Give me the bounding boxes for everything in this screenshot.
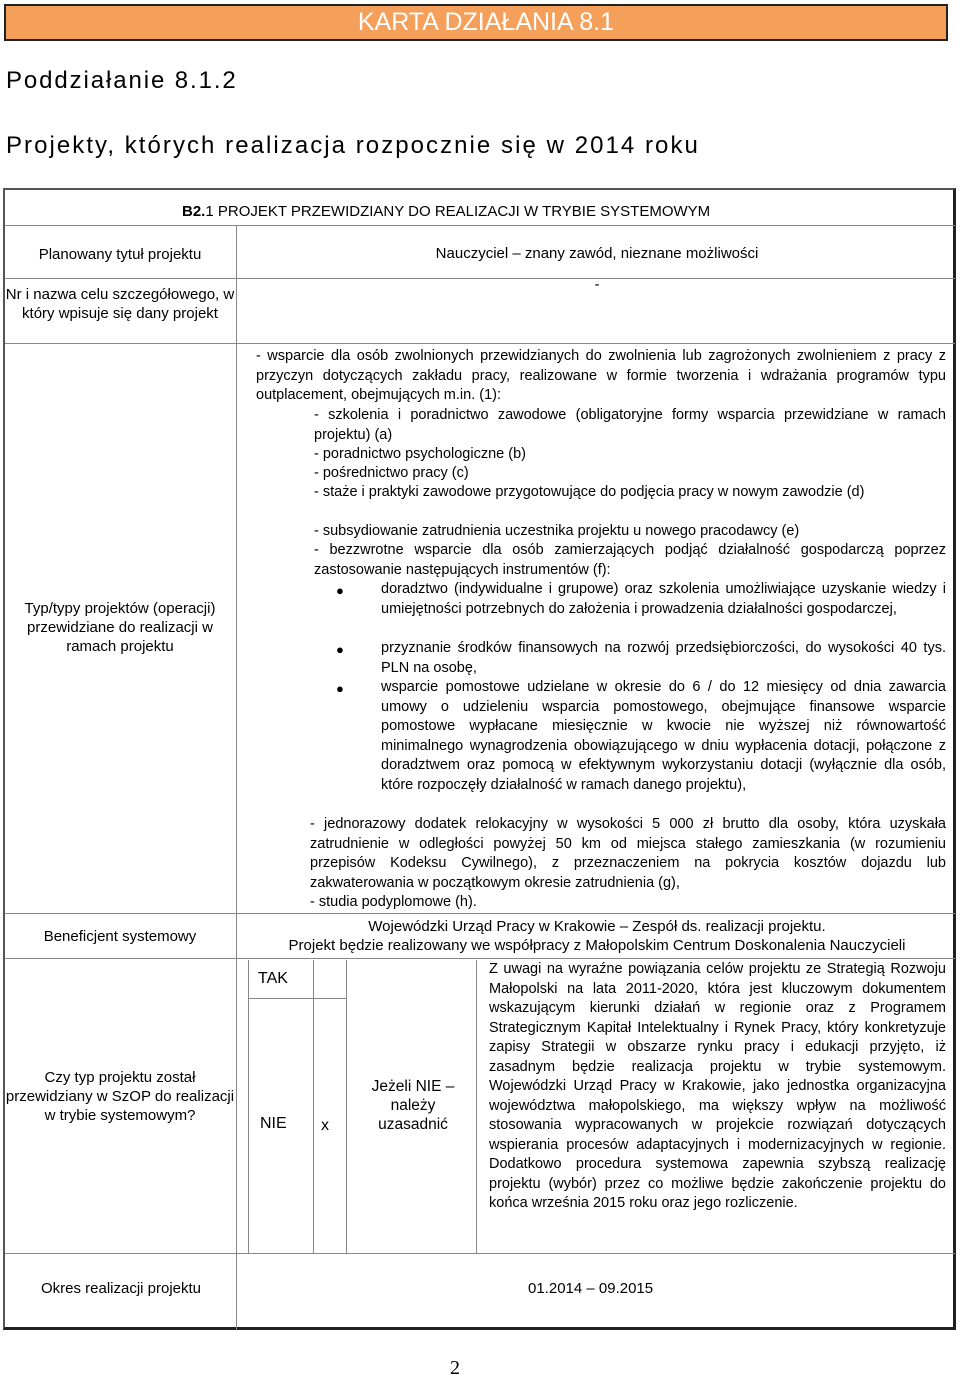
- types-bullet: doradztwo (indywidualne i grupowe) oraz szkolenia umożliwiające uzyskanie wiedzy i umiejętności potrzebnych do założenia i prowadzenia działalności gospodarczej,: [381, 581, 946, 617]
- system-label: Czy typ projektu został przewidziany w SzOP do realizacji w trybie systemowym?: [5, 1069, 235, 1124]
- types-tail: - jednorazowy dodatek relokacyjny w wysokości 5 000 zł brutto dla osoby, która uzyskała zatrudnienie w odległości powyżej 50 km od miejsca stałego zamieszkania (w rozumieniu przepisów Kodeksu Cywilnego), z przeznaczeniem na pokrycia kosztów dojazdu lub zakwaterowania w początkowym okresie zatrudnienia (g),: [310, 816, 946, 891]
- types-tail: - studia podyplomowe (h).: [310, 894, 477, 910]
- card-header: [4, 4, 948, 41]
- choice-divider: [346, 960, 347, 1253]
- option-no-mark: x: [321, 1117, 329, 1134]
- types-item: - poradnictwo psychologiczne (b): [314, 446, 526, 462]
- bullet-icon: ●: [336, 583, 344, 598]
- types-item: - szkolenia i poradnictwo zawodowe (obligatoryjne formy wsparcia przewidziane w ramach projektu) (a): [314, 407, 946, 443]
- justification-text: Z uwagi na wyraźne powiązania celów projektu ze Strategią Rozwoju Małopolski na lata 2011-2020, która jest kluczowym dokumentem wskazującym kierunki działań w regionie oraz z Programem Strategicznym Kapitał Intelektualny i Rynek Pracy, który konkretyzuje zapisy Strategii w obszarze rynku pracy i edukacji przyjęto, iż zasadnym będzie realizacja projektu w trybie systemowym. Wojewódzki Urząd Pracy w Krakowie, jako jednostka organizacyjna województwa małopolskiego, ma większy wpływ na możliwość stosowania wypracowanych w projekcie rozwiązań dotyczących wspierania procesów adaptacyjnych i modernizacyjnych w regionie. Dodatkowo procedura systemowa zapewnia szybszą realizację projektu (wybór) przez co możliwe będzie zakończenie projektu do końca września 2015 roku oraz jego rozliczenie.: [489, 961, 946, 1211]
- types-bullet: wsparcie pomostowe udzielane w okresie do 6 / do 12 miesięcy od dnia zawarcia umowy o udzieleniu wsparcia pomostowego, obejmujące finansowe wsparcie pomostowe wypłacane miesięcznie w kwocie nie wyższej niż równowartość minimalnego wynagrodzenia obowiązującego w dniu wypłacenia dotacji, połączone z doradztwem oraz pomocą w efektywnym wykorzystaniu dotacji (wyłącznie dla osób, które rozpoczęły działalność w ramach danego projektu),: [381, 679, 946, 793]
- column-divider: [236, 225, 237, 1330]
- choice-divider: [248, 960, 249, 1253]
- goal-label: Nr i nazwa celu szczegółowego, w który wpisuje się dany projekt: [5, 286, 235, 322]
- choice-divider: [313, 960, 314, 1253]
- types-item: - staże i praktyki zawodowe przygotowujące do podjęcia pracy w nowym zawodzie (d): [314, 484, 865, 500]
- period-label: Okres realizacji projektu: [40, 1280, 202, 1297]
- if-no-label: Jeżeli NIE – należy uzasadnić: [371, 1078, 455, 1133]
- row-divider: [5, 225, 955, 226]
- types-bullet: przyznanie środków finansowych na rozwój przedsiębiorczości, do wysokości 40 tys. PLN na osobę,: [381, 640, 946, 676]
- row-divider: [5, 1253, 955, 1254]
- title-value: Nauczyciel – znany zawód, nieznane możliwości: [435, 245, 759, 262]
- types-item: - subsydiowanie zatrudnienia uczestnika projektu u nowego pracodawcy (e): [314, 523, 800, 539]
- choice-divider: [248, 998, 314, 999]
- section-heading: Projekty, których realizacja rozpocznie się w 2014 roku: [6, 132, 700, 159]
- row-divider: [5, 958, 955, 959]
- beneficiary-label: Beneficjent systemowy: [43, 928, 197, 945]
- bullet-icon: ●: [336, 681, 344, 696]
- goal-value: -: [594, 276, 600, 293]
- card-title: KARTA DZIAŁANIA 8.1: [357, 8, 614, 36]
- title-label: Planowany tytuł projektu: [38, 246, 202, 263]
- page-number: 2: [450, 1357, 460, 1379]
- choice-divider: [313, 998, 346, 999]
- beneficiary-line: Projekt będzie realizowany we współpracy z Małopolskim Centrum Doskonalenia Nauczycieli: [288, 937, 906, 954]
- row-divider: [5, 343, 955, 344]
- option-yes: TAK: [258, 970, 288, 987]
- types-item: - bezzwrotne wsparcie dla osób zamierzających podjąć działalność gospodarczą poprzez zastosowanie następujących instrumentów (f):: [314, 542, 946, 578]
- types-intro: - wsparcie dla osób zwolnionych przewidzianych do zwolnienia lub zagrożonych zwolnieniem z pracy z przyczyn dotyczących zakładu pracy, realizowane w formie tworzenia i wdrażania programów typu outplacement, obejmujących m.in. (1):: [256, 348, 946, 403]
- beneficiary-line: Wojewódzki Urząd Pracy w Krakowie – Zespół ds. realizacji projektu.: [368, 918, 826, 935]
- choice-divider: [476, 960, 477, 1253]
- subaction-title: Poddziałanie 8.1.2: [6, 67, 238, 94]
- section-title: B2.1 PROJEKT PRZEWIDZIANY DO REALIZACJI W TRYBIE SYSTEMOWYM: [182, 203, 711, 220]
- types-label: Typ/typy projektów (operacji) przewidziane do realizacji w ramach projektu: [24, 600, 216, 655]
- period-value: 01.2014 – 09.2015: [528, 1280, 654, 1297]
- option-no: NIE: [260, 1115, 287, 1132]
- types-item: - pośrednictwo pracy (c): [314, 465, 469, 481]
- row-divider: [5, 913, 955, 914]
- bullet-icon: ●: [336, 642, 344, 657]
